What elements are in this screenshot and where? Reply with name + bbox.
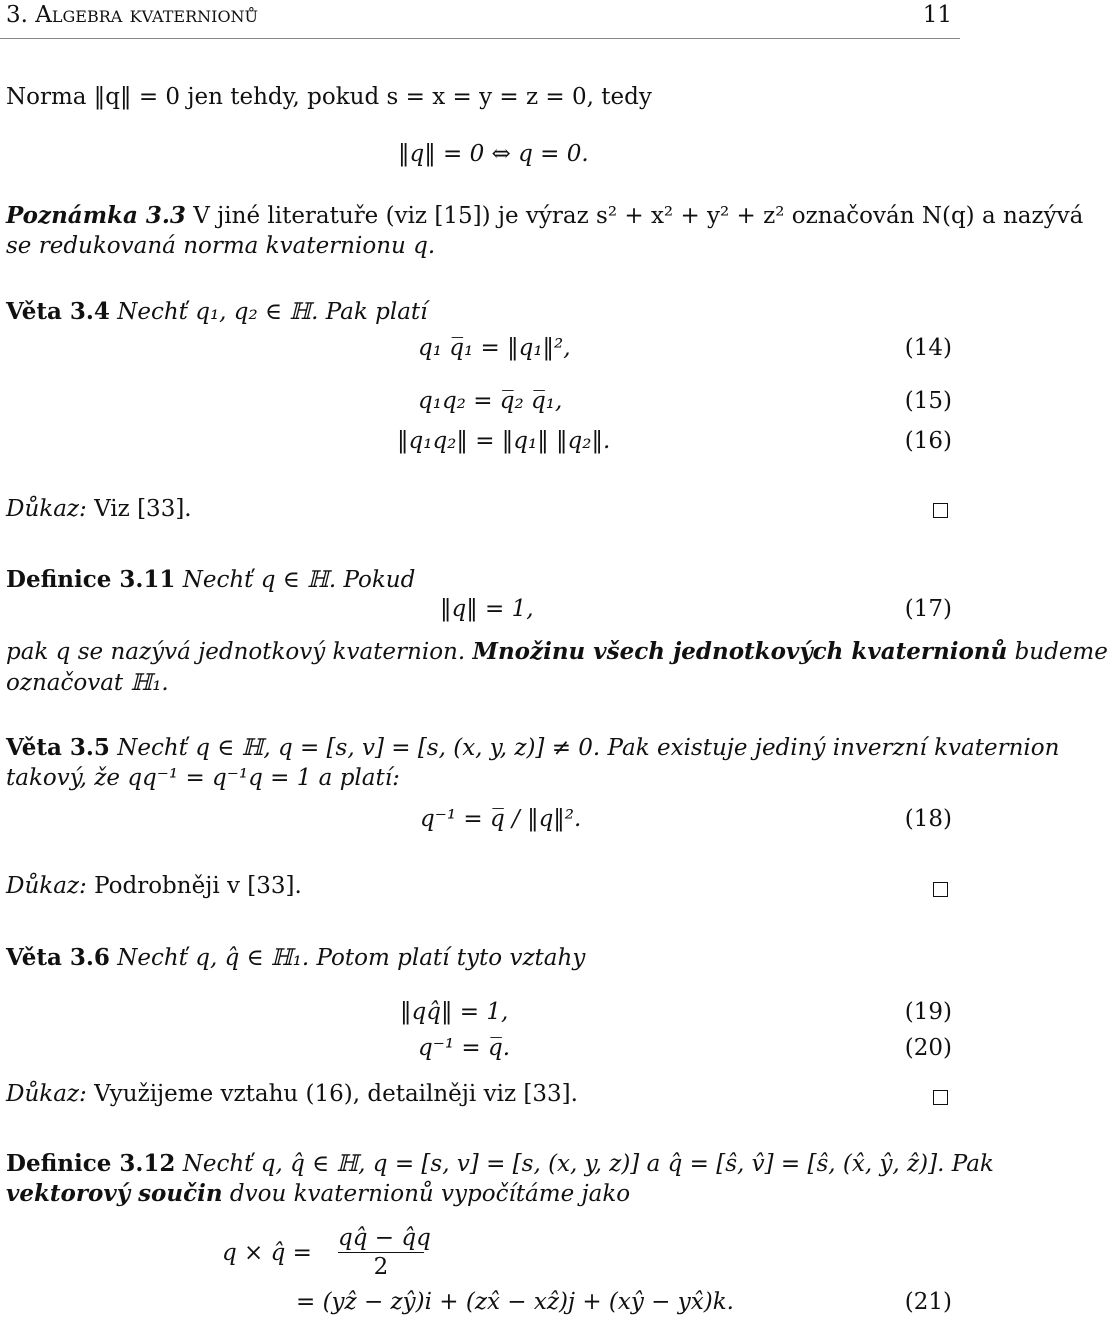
proof-label: Důkaz:	[6, 496, 87, 522]
proof-text: Využijeme vztahu (16), detailněji viz [33].	[94, 1081, 578, 1107]
qed-box	[933, 882, 948, 897]
equation-number-14: (14)	[904, 335, 952, 361]
equation-18: q⁻¹ = q̅ / ‖q‖².	[420, 806, 582, 832]
equation-norm: ‖q‖ = 0 ⇔ q = 0.	[398, 141, 589, 167]
proof-text: Podrobněji v [33].	[94, 873, 302, 899]
equation-15: q₁q₂ = q̅₂ q̅₁,	[418, 388, 563, 414]
equation-number-19: (19)	[904, 999, 952, 1025]
equation-number-15: (15)	[904, 388, 952, 414]
definition-text-part: budeme	[1014, 639, 1108, 665]
theorem-text: Nechť q ∈ ℍ, q = [s, v] = [s, (x, y, z)] ≠ 0. Pak existuje jediný inverzní kvaternion	[117, 735, 1060, 761]
chapter-header: 3. Algebra kvaternionů	[6, 2, 259, 28]
proof-3	[6, 1080, 954, 1108]
definition-term: vektorový součin	[6, 1180, 223, 1207]
header-rule	[0, 38, 960, 39]
theorem-label: Věta 3.4	[6, 298, 110, 325]
theorem-label: Věta 3.6	[6, 944, 110, 971]
theorem-3-6-heading	[6, 944, 954, 972]
definition-text: Nechť q, q̂ ∈ ℍ, q = [s, v] = [s, (x, y, z)] a q̂ = [ŝ, v̂] = [ŝ, (x̂, ŷ, ẑ)]. Pak	[182, 1151, 994, 1177]
equation-19: ‖qq̂‖ = 1,	[400, 999, 509, 1025]
definition-label: Definice 3.12	[6, 1150, 176, 1177]
equation-20: q⁻¹ = q̅.	[418, 1035, 511, 1061]
remark-line2: se redukovaná norma kvaternionu q.	[6, 233, 436, 259]
proof-label: Důkaz:	[6, 873, 87, 899]
remark-text: V jiné literatuře (viz [15]) je výraz s² + x² + y² + z² označován N(q) a nazývá	[193, 203, 1084, 229]
equation-21-rhs: = (yẑ − zŷ)i + (zx̂ − xẑ)j + (xŷ − yx̂)k.	[296, 1289, 734, 1315]
qed-box	[933, 503, 948, 518]
proof-text: Viz [33].	[94, 496, 192, 522]
proof-2	[6, 872, 954, 900]
equation-14: q₁ q̅₁ = ‖q₁‖²,	[418, 335, 571, 361]
equation-21-fraction	[338, 1224, 431, 1281]
theorem-text: Nechť q₁, q₂ ∈ ℍ. Pak platí	[117, 299, 428, 325]
theorem-3-5-line2: takový, že qq⁻¹ = q⁻¹q = 1 a platí:	[6, 765, 400, 791]
equation-number-16: (16)	[904, 428, 952, 454]
definition-term: Množinu všech jednotkových kvaternionů	[472, 638, 1008, 665]
remark-line1	[6, 202, 1084, 230]
qed-box	[933, 1090, 948, 1105]
proof-1	[6, 495, 954, 523]
definition-text-part: pak q se nazývá jednotkový kvaternion.	[6, 639, 466, 665]
definition-3-11-heading	[6, 566, 954, 594]
definition-3-11-line2: označovat ℍ₁.	[6, 670, 169, 696]
definition-3-12-line1	[6, 1150, 994, 1178]
equation-number-18: (18)	[904, 806, 952, 832]
proof-label: Důkaz:	[6, 1081, 87, 1107]
fraction-denominator: 2	[373, 1254, 389, 1280]
definition-text: Nechť q ∈ ℍ. Pokud	[182, 567, 416, 593]
equation-number-21: (21)	[904, 1289, 952, 1315]
definition-label: Definice 3.11	[6, 566, 176, 593]
theorem-text: Nechť q, q̂ ∈ ℍ₁. Potom platí tyto vztahy	[117, 945, 586, 971]
equation-number-20: (20)	[904, 1035, 952, 1061]
theorem-3-5-line1	[6, 734, 1060, 762]
remark-label: Poznámka 3.3	[6, 202, 186, 229]
definition-text-part: dvou kvaternionů vypočítáme jako	[229, 1181, 631, 1207]
equation-number-17: (17)	[904, 596, 952, 622]
equation-16: ‖q₁q₂‖ = ‖q₁‖ ‖q₂‖.	[397, 428, 611, 454]
definition-3-11-line1	[6, 638, 1108, 666]
theorem-label: Věta 3.5	[6, 734, 110, 761]
theorem-3-4-heading	[6, 298, 954, 326]
equation-21-lhs: q × q̂ =	[222, 1240, 312, 1266]
paragraph-norm: Norma ‖q‖ = 0 jen tehdy, pokud s = x = y = z = 0, tedy	[6, 84, 652, 110]
page-number: 11	[922, 2, 952, 28]
equation-17: ‖q‖ = 1,	[440, 596, 534, 622]
fraction-numerator: qq̂ − q̂q	[338, 1225, 431, 1251]
definition-3-12-line2	[6, 1180, 954, 1208]
